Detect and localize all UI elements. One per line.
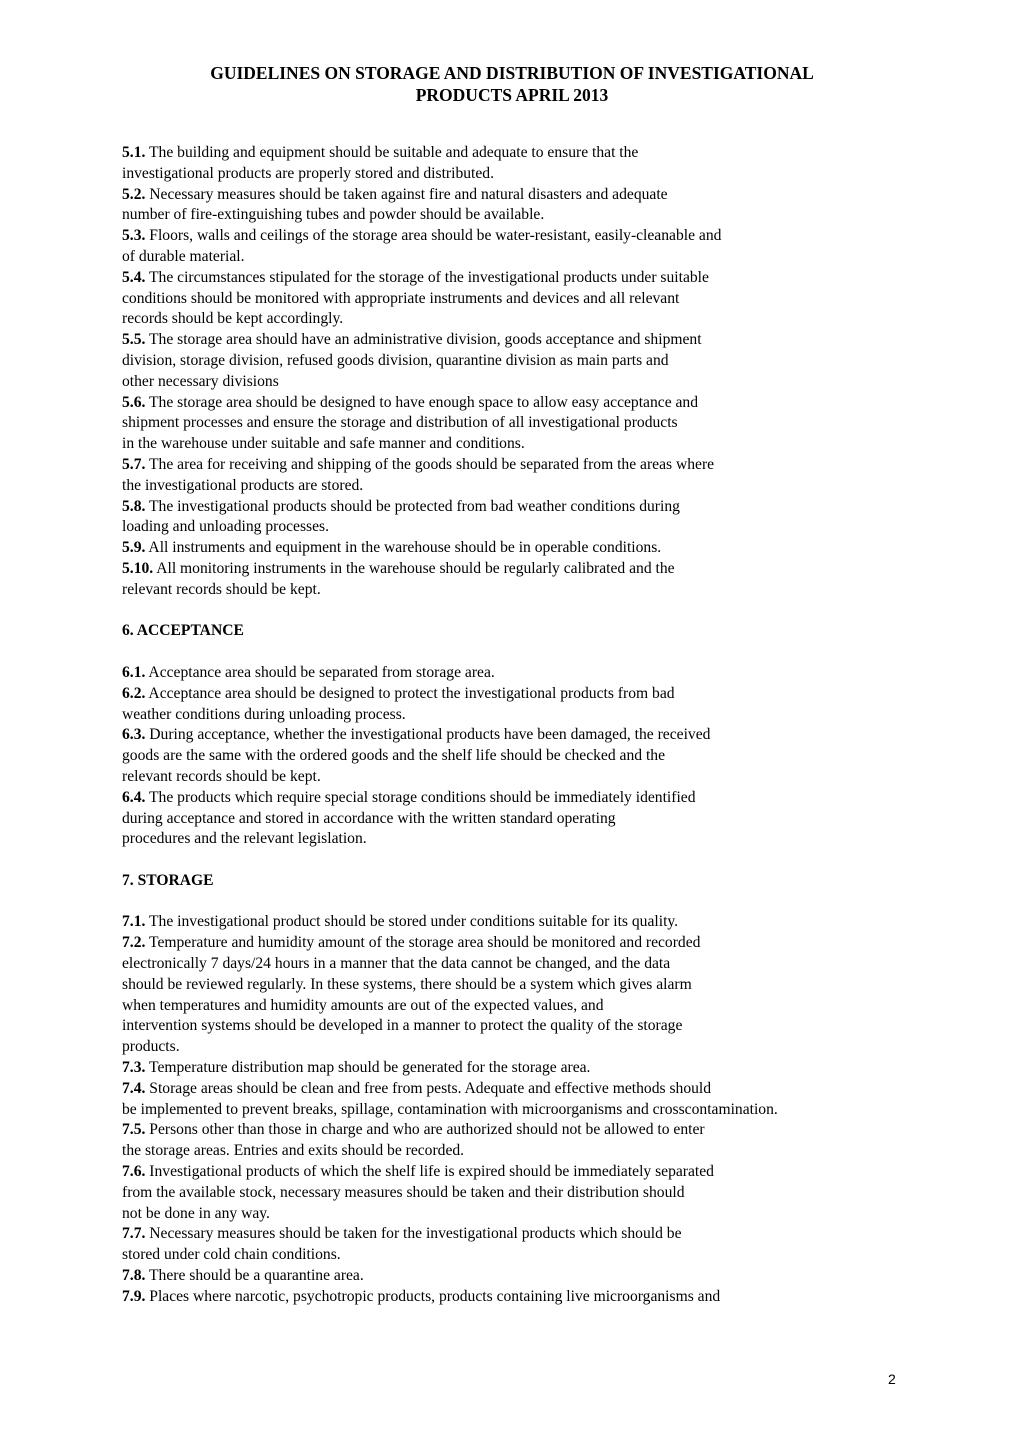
body-line [122, 1266, 902, 1287]
clause-text: be implemented to prevent breaks, spillage, contamination with microorganisms and crosscontamination. [122, 1100, 778, 1118]
body-line [122, 1245, 902, 1266]
clause-number: 6.3. [122, 726, 146, 744]
clause-text: Storage areas should be clean and free from pests. Adequate and effective methods should [145, 1079, 712, 1097]
clause-number: 6.1. [122, 663, 146, 681]
clause-text: The products which require special storage conditions should be immediately identified [145, 788, 696, 806]
body-line [122, 455, 902, 476]
clause-text: The building and equipment should be suitable and adequate to ensure that the [145, 144, 639, 161]
clause-text: products. [122, 1038, 180, 1056]
clause-number: 7.3. [122, 1059, 146, 1077]
clause-text: loading and unloading processes. [122, 518, 330, 536]
clause-text: The storage area should have an administrative division, goods acceptance and shipment [145, 331, 702, 349]
clause-text: All monitoring instruments in the warehouse should be regularly calibrated and the [153, 559, 675, 577]
page-number: 2 [888, 1371, 896, 1387]
body-line [122, 289, 902, 310]
body-line [122, 829, 902, 850]
clause-number: 5.2. [122, 185, 146, 203]
body-line [122, 351, 902, 372]
clause-number: 7.2. [122, 934, 146, 952]
clause-number: 5.3. [122, 227, 146, 245]
clause-number: 5.8. [122, 497, 146, 515]
clause-text: the storage areas. Entries and exits should be recorded. [122, 1142, 465, 1160]
body-line [122, 933, 902, 954]
clause-text: other necessary divisions [122, 372, 279, 390]
clause-number: 7.9. [122, 1287, 146, 1305]
body-line [122, 1183, 902, 1204]
body-line [122, 143, 902, 164]
clause-text: Persons other than those in charge and who are authorized should not be allowed to enter [145, 1121, 705, 1139]
clause-text: There should be a quarantine area. [145, 1267, 364, 1285]
clause-text: relevant records should be kept. [122, 767, 321, 785]
body-line [122, 1100, 902, 1121]
clause-text: records should be kept accordingly. [122, 310, 344, 328]
clause-number: 6.2. [122, 684, 146, 702]
body-line [122, 1162, 902, 1183]
clause-text: during acceptance and stored in accordance with the written standard operating [122, 809, 616, 827]
body-line [122, 767, 902, 788]
document-body [122, 143, 902, 1308]
clause-text: goods are the same with the ordered goods and the shelf life should be checked and the [122, 747, 666, 765]
document-title-line-1: GUIDELINES ON STORAGE AND DISTRIBUTION OF INVESTIGATIONAL [210, 63, 814, 83]
clause-text: in the warehouse under suitable and safe manner and conditions. [122, 435, 525, 453]
clause-text: number of fire-extinguishing tubes and powder should be available. [122, 206, 545, 224]
clause-text: All instruments and equipment in the warehouse should be in operable conditions. [145, 539, 662, 557]
clause-text: relevant records should be kept. [122, 580, 321, 598]
body-line [122, 205, 902, 226]
body-line [122, 434, 902, 455]
clause-text: Investigational products of which the shelf life is expired should be immediately separated [145, 1163, 714, 1181]
clause-number: 5.4. [122, 268, 146, 286]
body-line [122, 476, 902, 497]
clause-number: 7.5. [122, 1121, 146, 1139]
body-line [122, 663, 902, 684]
body-line [122, 809, 902, 830]
clause-text: when temperatures and humidity amounts are out of the expected values, and [122, 996, 604, 1014]
body-line [122, 746, 902, 767]
clause-text: stored under cold chain conditions. [122, 1246, 341, 1264]
clause-text: The circumstances stipulated for the storage of the investigational products under suitable [145, 268, 709, 286]
clause-text: shipment processes and ensure the storage and distribution of all investigational products [122, 414, 678, 432]
body-line [122, 1079, 902, 1100]
clause-text: Necessary measures should be taken for the investigational products which should be [145, 1225, 682, 1243]
body-line [122, 684, 902, 705]
body-line [122, 788, 902, 809]
clause-text: Acceptance area should be separated from storage area. [145, 663, 495, 681]
clause-text: not be done in any way. [122, 1204, 270, 1222]
clause-text: weather conditions during unloading process. [122, 705, 406, 723]
body-line [122, 1058, 902, 1079]
clause-number: 7.1. [122, 913, 146, 931]
body-line [122, 912, 902, 933]
clause-text: division, storage division, refused goods division, quarantine division as main parts and [122, 351, 669, 369]
body-line [122, 226, 902, 247]
clause-number: 5.5. [122, 331, 146, 349]
clause-text: The investigational product should be stored under conditions suitable for its quality. [145, 913, 679, 931]
clause-text: The investigational products should be protected from bad weather conditions during [145, 497, 680, 515]
clause-number: 7.6. [122, 1163, 146, 1181]
body-line [122, 1037, 902, 1058]
body-line [122, 517, 902, 538]
clause-text: conditions should be monitored with appropriate instruments and devices and all relevant [122, 289, 680, 307]
body-line [122, 1224, 902, 1245]
clause-text: electronically 7 days/24 hours in a manner that the data cannot be changed, and the data [122, 955, 671, 973]
clause-text: Acceptance area should be designed to protect the investigational products from bad [145, 684, 675, 702]
body-line [122, 1204, 902, 1225]
clause-text: The area for receiving and shipping of the goods should be separated from the areas where [145, 455, 715, 473]
clause-text: intervention systems should be developed in a manner to protect the quality of the storage [122, 1017, 683, 1035]
clause-number: 5.9. [122, 539, 146, 557]
body-line [122, 1287, 902, 1308]
blank-line [122, 892, 902, 913]
body-line [122, 954, 902, 975]
clause-number: 5.7. [122, 455, 146, 473]
body-line [122, 185, 902, 206]
blank-line [122, 850, 902, 871]
body-line [122, 164, 902, 185]
clause-text: procedures and the relevant legislation. [122, 830, 367, 848]
body-line [122, 580, 902, 601]
clause-text: should be reviewed regularly. In these systems, there should be a system which gives alarm [122, 975, 692, 993]
clause-text: Floors, walls and ceilings of the storage area should be water-resistant, easily-cleanable and [145, 227, 722, 245]
clause-number: 6.4. [122, 788, 146, 806]
section-heading: 6. ACCEPTANCE [122, 622, 244, 640]
blank-line [122, 642, 902, 663]
clause-number: 5.1. [122, 144, 146, 161]
clause-number: 7.7. [122, 1225, 146, 1243]
clause-number: 7.8. [122, 1267, 146, 1285]
body-line [122, 996, 902, 1017]
body-line [122, 705, 902, 726]
body-line [122, 538, 902, 559]
clause-number: 5.10. [122, 559, 154, 577]
clause-text: the investigational products are stored. [122, 476, 364, 494]
document-title [0, 62, 1024, 106]
body-line [122, 1141, 902, 1162]
body-line [122, 1120, 902, 1141]
clause-text: Temperature distribution map should be generated for the storage area. [145, 1059, 591, 1077]
clause-text: investigational products are properly stored and distributed. [122, 164, 494, 182]
document-title-line-2: PRODUCTS APRIL 2013 [415, 85, 609, 105]
body-line [122, 372, 902, 393]
clause-text: The storage area should be designed to have enough space to allow easy acceptance and [145, 393, 699, 411]
blank-line [122, 601, 902, 622]
body-line [122, 330, 902, 351]
body-line [122, 725, 902, 746]
clause-text: from the available stock, necessary measures should be taken and their distribution should [122, 1183, 685, 1201]
body-line [122, 309, 902, 330]
body-line [122, 268, 902, 289]
clause-text: Places where narcotic, psychotropic products, products containing live microorganisms and [145, 1287, 721, 1305]
body-line [122, 247, 902, 268]
body-line [122, 1016, 902, 1037]
section-heading: 7. STORAGE [122, 871, 214, 889]
clause-text: of durable material. [122, 247, 245, 265]
body-line [122, 559, 902, 580]
body-line [122, 413, 902, 434]
clause-text: Temperature and humidity amount of the storage area should be monitored and recorded [145, 934, 701, 952]
clause-text: Necessary measures should be taken against fire and natural disasters and adequate [145, 185, 668, 203]
body-line [122, 393, 902, 414]
clause-text: During acceptance, whether the investigational products have been damaged, the received [145, 726, 711, 744]
body-line [122, 975, 902, 996]
clause-number: 5.6. [122, 393, 146, 411]
clause-number: 7.4. [122, 1079, 146, 1097]
body-line [122, 497, 902, 518]
